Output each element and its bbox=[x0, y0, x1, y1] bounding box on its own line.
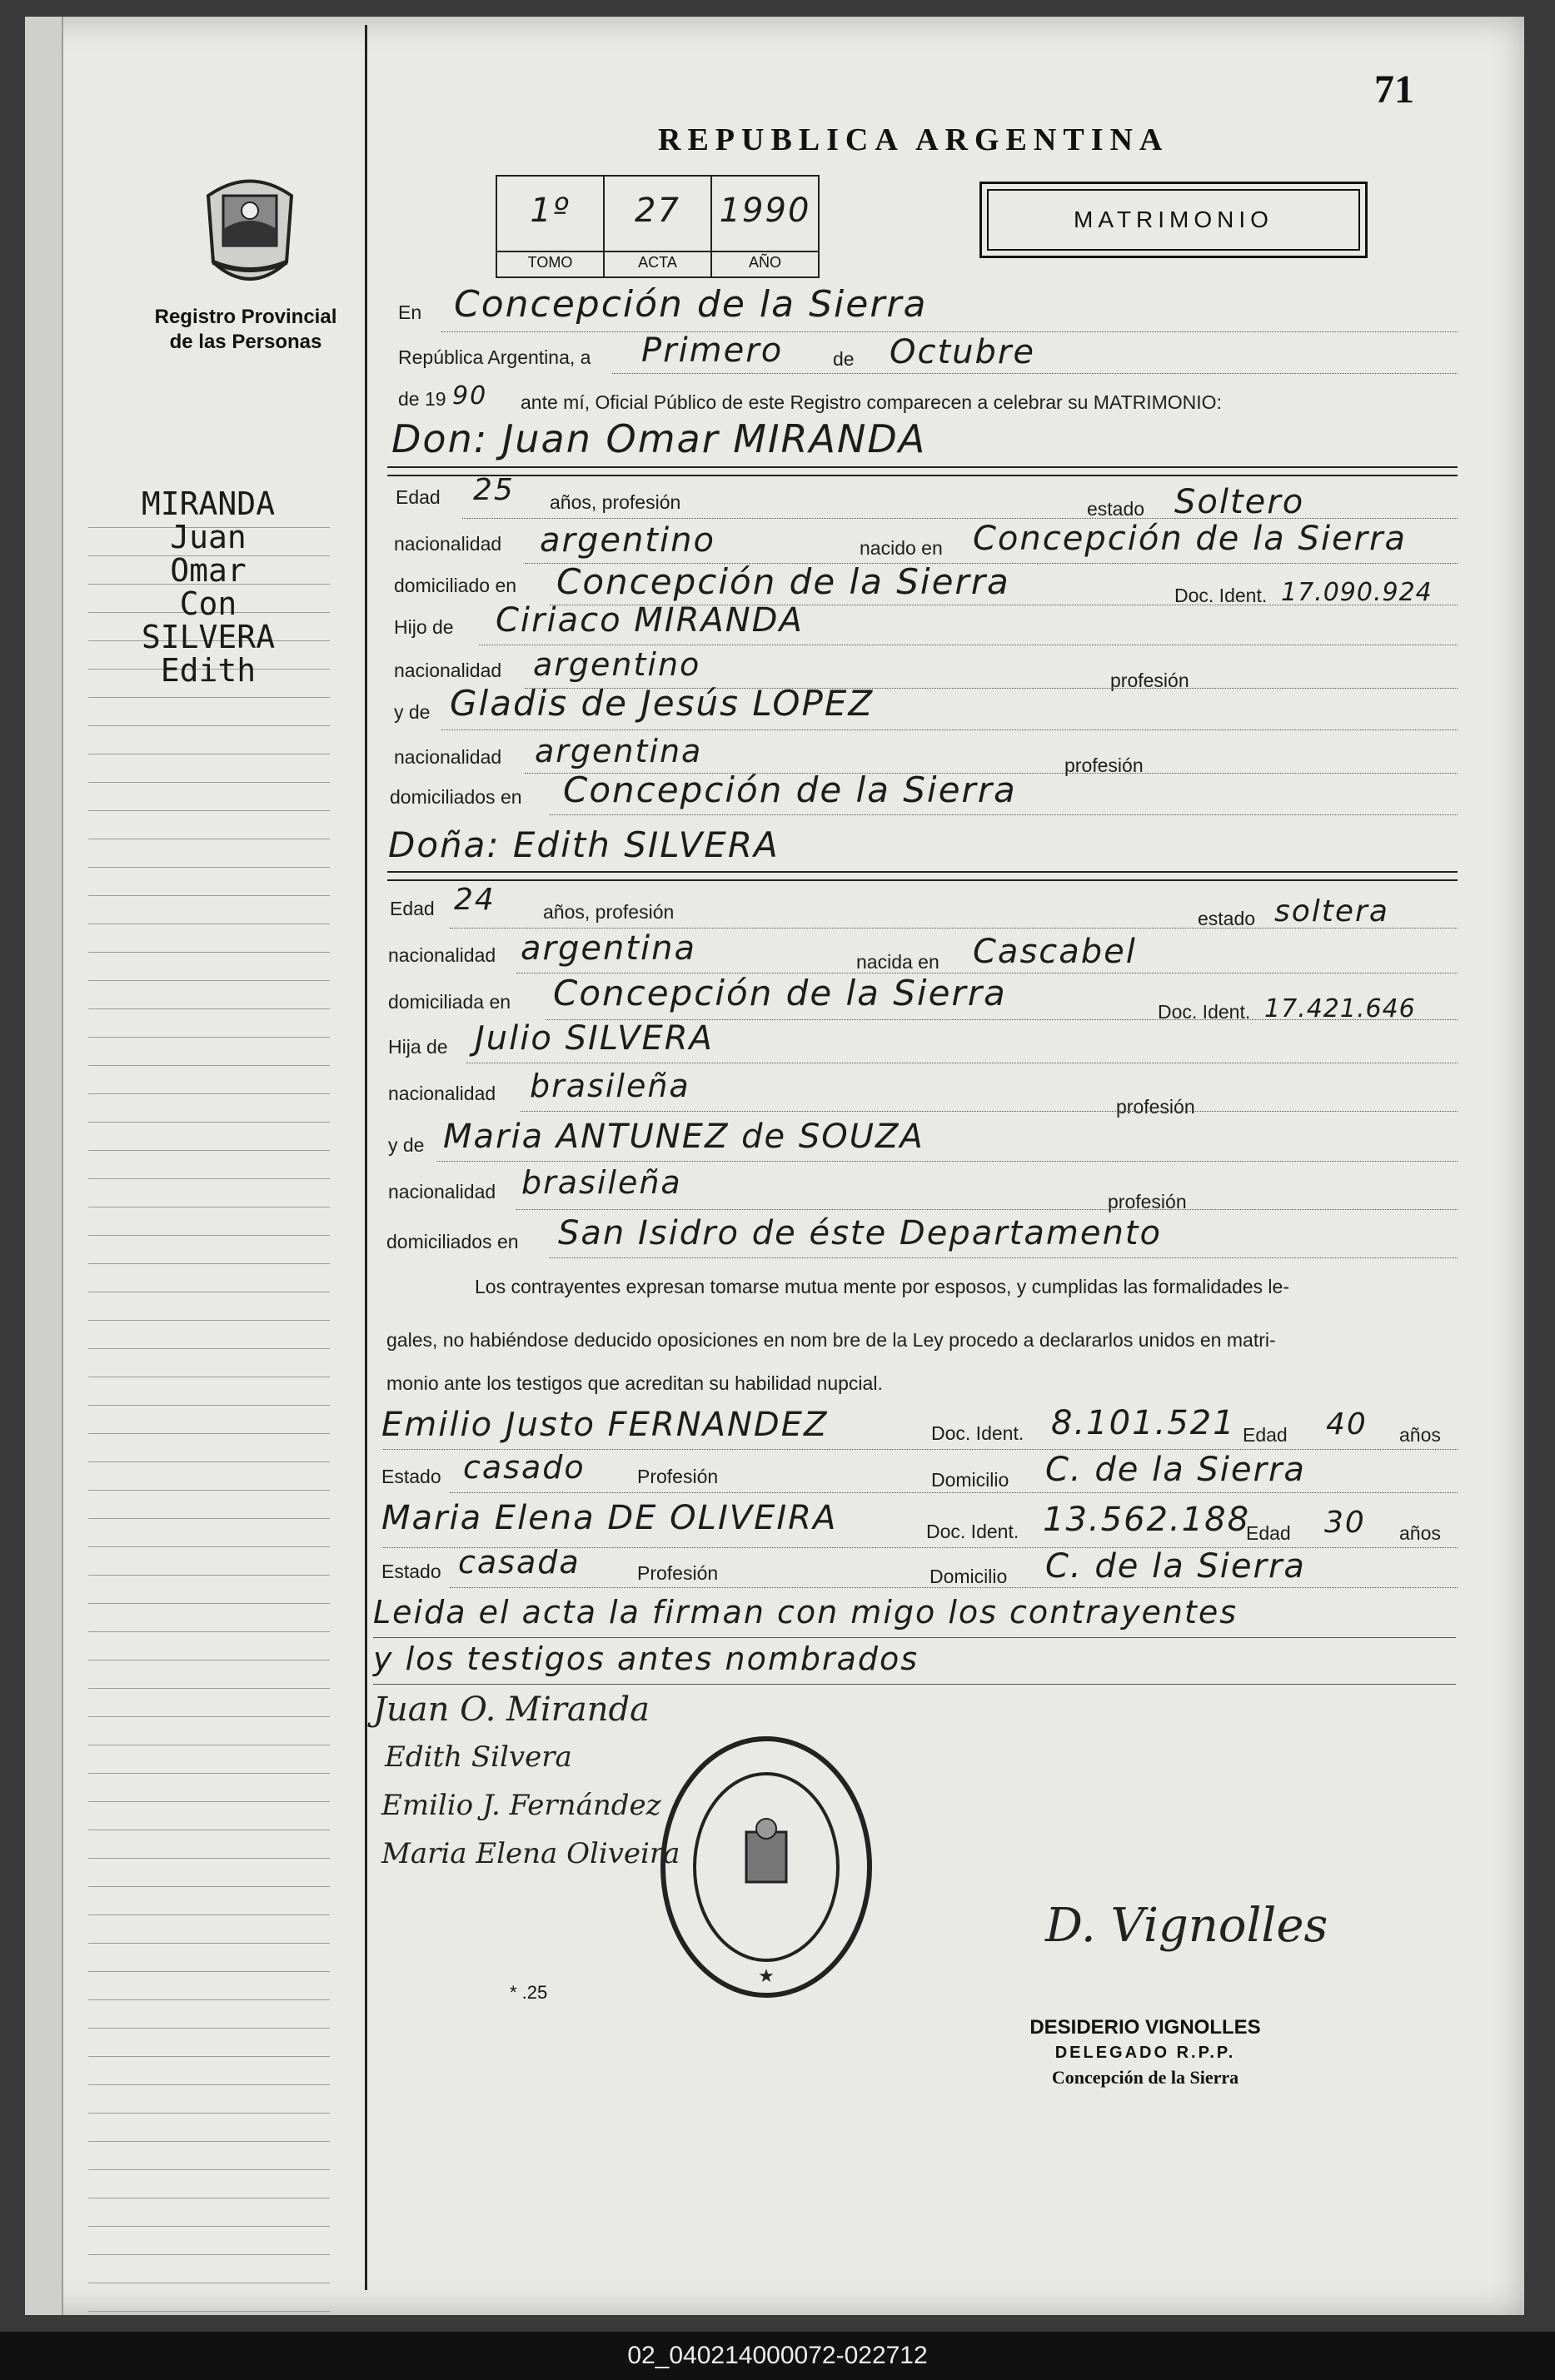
margin-rule bbox=[88, 1491, 330, 1519]
bride-edad-label: Edad bbox=[390, 898, 435, 919]
bride-estado-label: estado bbox=[1198, 908, 1256, 929]
declaration-line-2: gales, no habiéndose deducido oposiciones en nom bre de la Ley procedo a declararlos unidos en matri- bbox=[386, 1329, 1276, 1351]
witness-1-edad-label: Edad bbox=[1243, 1424, 1288, 1446]
groom-madre: Gladis de Jesús LOPEZ bbox=[450, 683, 875, 724]
bride-padres-dom: San Isidro de éste Departamento bbox=[558, 1214, 1162, 1252]
margin-rule bbox=[88, 1604, 330, 1632]
signature-witness-2: Maria Elena Oliveira bbox=[381, 1837, 680, 1870]
groom-padres-dom-line bbox=[550, 814, 1458, 815]
groom-nacionalidad-label: nacionalidad bbox=[394, 533, 502, 555]
margin-rule bbox=[88, 783, 330, 811]
year-suffix: 90 bbox=[452, 381, 488, 411]
margin-rule bbox=[88, 868, 330, 896]
page-binding bbox=[25, 17, 63, 2315]
witness-2-estado: casada bbox=[458, 1544, 581, 1581]
margin-rule bbox=[88, 839, 330, 868]
groom-padres-dom: Concepción de la Sierra bbox=[563, 769, 1017, 810]
place-value: Concepción de la Sierra bbox=[454, 283, 928, 326]
footer-id: 02_040214000072-022712 bbox=[0, 2332, 1555, 2380]
groom-madre-label: y de bbox=[394, 701, 431, 723]
margin-rule bbox=[88, 2283, 330, 2312]
witness-1-anos-label: años bbox=[1399, 1424, 1441, 1446]
tomo-cell bbox=[497, 177, 605, 276]
witness-1-doc: 8.101.521 bbox=[1051, 1404, 1236, 1442]
margin-rule bbox=[88, 1066, 330, 1094]
bride-hija-label: Hija de bbox=[388, 1036, 448, 1058]
groom-madre-nac-label: nacionalidad bbox=[394, 746, 502, 768]
registry-reference-box bbox=[496, 175, 820, 278]
bride-madre-nac-label: nacionalidad bbox=[388, 1181, 496, 1202]
bride-nacido: Cascabel bbox=[973, 933, 1137, 971]
margin-rule bbox=[88, 2227, 330, 2255]
bride-madre-nac: brasileña bbox=[521, 1164, 682, 1201]
year-prefix: de 19 bbox=[398, 388, 446, 410]
witness-2-dom-label: Domicilio bbox=[930, 1566, 1008, 1587]
bride-nacionalidad: argentina bbox=[521, 929, 696, 968]
groom-padre-nac: argentino bbox=[533, 646, 701, 683]
ano-value: 1990 bbox=[719, 192, 811, 230]
margin-rule bbox=[88, 1774, 330, 1802]
bride-padres-dom-line bbox=[550, 1257, 1458, 1258]
margin-rule bbox=[88, 1377, 330, 1406]
margin-rule bbox=[88, 1915, 330, 1944]
margin-rule bbox=[88, 2170, 330, 2198]
groom-padre-prof-label: profesión bbox=[1110, 670, 1189, 691]
margin-note bbox=[92, 487, 325, 687]
margin-note-line: Con bbox=[179, 585, 237, 622]
margin-rule bbox=[88, 1972, 330, 2000]
margin-note-line: SILVERA bbox=[141, 619, 276, 655]
witness-2-name: Maria Elena DE OLIVEIRA bbox=[381, 1499, 838, 1537]
margin-rule bbox=[88, 981, 330, 1009]
witness-2-edad-label: Edad bbox=[1246, 1522, 1291, 1544]
bride-madre-label: y de bbox=[388, 1134, 425, 1156]
bride-nacido-label: nacida en bbox=[856, 951, 939, 973]
margin-rule bbox=[88, 1349, 330, 1377]
closing-line-2: y los testigos antes nombrados bbox=[373, 1641, 920, 1677]
witness-1-name: Emilio Justo FERNANDEZ bbox=[381, 1406, 829, 1444]
margin-rule bbox=[88, 1038, 330, 1066]
registry-stamp-icon bbox=[656, 1732, 877, 2003]
margin-rule bbox=[88, 1745, 330, 1774]
witness-1-dom-label: Domicilio bbox=[931, 1469, 1009, 1491]
bride-madre: Maria ANTUNEZ de SOUZA bbox=[443, 1118, 925, 1156]
intro-text: ante mí, Oficial Público de este Registro comparecen a celebrar su MATRIMONIO: bbox=[521, 391, 1222, 413]
official-signature: D. Vignolles bbox=[1045, 1899, 1328, 1953]
delegate-place: Concepción de la Sierra bbox=[1051, 2067, 1239, 2088]
delegate-name: DESIDERIO VIGNOLLES bbox=[1029, 2016, 1261, 2039]
groom-nacionalidad: argentino bbox=[540, 521, 715, 560]
bride-name-rule-2 bbox=[387, 879, 1458, 881]
closing-line-2-rule bbox=[373, 1684, 1456, 1685]
bride-padre-nac-label: nacionalidad bbox=[388, 1083, 496, 1104]
margin-rule bbox=[88, 1094, 330, 1123]
margin-rule bbox=[88, 2198, 330, 2227]
margin-rule bbox=[88, 2000, 330, 2029]
margin-note-line: MIRANDA bbox=[141, 485, 276, 522]
office-line-1: Registro Provincial bbox=[154, 306, 337, 328]
groom-estado: Soltero bbox=[1174, 483, 1305, 521]
witness-1-estado-line bbox=[450, 1492, 1458, 1493]
bride-edad: 24 bbox=[454, 883, 496, 917]
witness-2-doc-label: Doc. Ident. bbox=[926, 1521, 1019, 1542]
registry-office-label bbox=[125, 305, 366, 355]
margin-rule bbox=[88, 1321, 330, 1349]
witness-1-doc-label: Doc. Ident. bbox=[931, 1422, 1024, 1444]
margin-rule bbox=[88, 1859, 330, 1887]
margin-rule bbox=[88, 726, 330, 754]
margin-note-line: Juan bbox=[170, 519, 247, 555]
tomo-value: 1º bbox=[530, 192, 571, 230]
bride-nacionalidad-label: nacionalidad bbox=[388, 944, 496, 966]
margin-rule bbox=[88, 754, 330, 783]
margin-rule bbox=[88, 2114, 330, 2142]
closing-line-1-rule bbox=[373, 1637, 1456, 1638]
groom-name-rule-2 bbox=[387, 475, 1458, 476]
groom-padres-dom-label: domiciliados en bbox=[390, 786, 522, 808]
margin-rule bbox=[88, 924, 330, 953]
delegate-title: DELEGADO R.P.P. bbox=[1054, 2044, 1236, 2062]
bride-domicilio: Concepción de la Sierra bbox=[553, 973, 1007, 1013]
groom-anos-label: años, profesión bbox=[550, 491, 681, 513]
record-type-box: MATRIMONIO bbox=[979, 182, 1368, 258]
closing-line-1: Leida el acta la firman con migo los contrayentes bbox=[373, 1594, 1239, 1631]
tomo-label: TOMO bbox=[497, 251, 603, 271]
margin-rule bbox=[88, 1434, 330, 1462]
margin-rule bbox=[88, 2255, 330, 2283]
margin-divider bbox=[365, 25, 367, 2290]
groom-nacido-label: nacido en bbox=[860, 537, 943, 559]
groom-name: Don: Juan Omar MIRANDA bbox=[391, 416, 927, 461]
svg-text:★: ★ bbox=[758, 1965, 775, 1986]
margin-ruled-lines bbox=[88, 500, 330, 2282]
margin-rule bbox=[88, 1632, 330, 1661]
ano-cell bbox=[712, 177, 818, 276]
witness-2-anos-label: años bbox=[1399, 1522, 1441, 1544]
margin-rule bbox=[88, 1123, 330, 1151]
margin-rule bbox=[88, 2029, 330, 2057]
margin-note-line: Omar bbox=[170, 552, 247, 589]
acta-cell bbox=[605, 177, 712, 276]
margin-rule bbox=[88, 1717, 330, 1745]
bride-padres-dom-label: domiciliados en bbox=[386, 1231, 519, 1252]
groom-nacido: Concepción de la Sierra bbox=[973, 520, 1407, 558]
bride-padre-nac-line bbox=[521, 1111, 1458, 1112]
margin-rule bbox=[88, 811, 330, 839]
country-heading: REPUBLICA ARGENTINA bbox=[658, 122, 1169, 157]
signature-witness-1: Emilio J. Fernández bbox=[381, 1789, 661, 1822]
groom-madre-prof-label: profesión bbox=[1064, 754, 1144, 776]
witness-2-prof-label: Profesión bbox=[637, 1562, 719, 1584]
bride-padre-prof-label: profesión bbox=[1116, 1096, 1195, 1118]
bride-name-rule bbox=[387, 871, 1458, 873]
groom-padre: Ciriaco MIRANDA bbox=[496, 601, 804, 640]
groom-estado-label: estado bbox=[1087, 498, 1145, 520]
groom-hijo-label: Hijo de bbox=[394, 616, 454, 638]
witness-1-edad: 40 bbox=[1326, 1407, 1368, 1441]
bride-anos-label: años, profesión bbox=[543, 901, 675, 923]
margin-rule bbox=[88, 1406, 330, 1434]
margin-rule bbox=[88, 1802, 330, 1830]
margin-rule bbox=[88, 1689, 330, 1717]
bride-edad-line bbox=[450, 928, 1458, 929]
acta-value: 27 bbox=[635, 192, 680, 230]
stray-mark: * .25 bbox=[510, 1982, 548, 2003]
margin-note-line: Edith bbox=[160, 652, 257, 689]
bride-doc: 17.421.646 bbox=[1264, 994, 1416, 1023]
witness-2-estado-line bbox=[450, 1587, 1458, 1588]
bride-name: Doña: Edith SILVERA bbox=[388, 824, 780, 865]
margin-rule bbox=[88, 1661, 330, 1689]
groom-padre-nac-label: nacionalidad bbox=[394, 660, 502, 681]
groom-edad-line bbox=[462, 518, 1458, 519]
de-label: de bbox=[833, 348, 855, 370]
declaration-line-1: Los contrayentes expresan tomarse mutua mente por esposos, y cumplidas las formalidades le- bbox=[475, 1276, 1289, 1297]
place-line bbox=[441, 331, 1458, 332]
margin-rule bbox=[88, 1207, 330, 1236]
groom-madre-line bbox=[441, 729, 1458, 730]
margin-rule bbox=[88, 1292, 330, 1321]
witness-2-edad: 30 bbox=[1324, 1506, 1366, 1540]
office-line-2: de las Personas bbox=[169, 331, 322, 353]
witness-2-estado-label: Estado bbox=[381, 1561, 441, 1582]
witness-1-estado: casado bbox=[463, 1449, 586, 1486]
margin-rule bbox=[88, 1887, 330, 1915]
groom-edad-label: Edad bbox=[396, 486, 441, 508]
margin-rule bbox=[88, 2142, 330, 2170]
bride-domicilio-label: domiciliada en bbox=[388, 991, 511, 1013]
margin-rule bbox=[88, 1547, 330, 1576]
margin-rule bbox=[88, 1519, 330, 1547]
margin-rule bbox=[88, 1830, 330, 1859]
month-value: Octubre bbox=[890, 333, 1035, 371]
ano-label: AÑO bbox=[712, 251, 818, 271]
bride-madre-line bbox=[437, 1161, 1458, 1162]
en-label: En bbox=[398, 301, 422, 323]
margin-rule bbox=[88, 698, 330, 726]
bride-padre: Julio SILVERA bbox=[475, 1019, 714, 1058]
margin-rule bbox=[88, 896, 330, 924]
witness-1-prof-label: Profesión bbox=[637, 1466, 719, 1487]
day-value: Primero bbox=[641, 331, 784, 370]
signature-groom: Juan O. Miranda bbox=[373, 1690, 650, 1729]
margin-rule bbox=[88, 1944, 330, 1972]
bride-estado: soltera bbox=[1274, 894, 1389, 929]
groom-domicilio: Concepción de la Sierra bbox=[556, 561, 1010, 602]
delegate-stamp bbox=[1004, 2015, 1287, 2090]
witness-2-doc: 13.562.188 bbox=[1043, 1501, 1251, 1539]
bride-padre-nac: brasileña bbox=[530, 1068, 690, 1104]
groom-doc: 17.090.924 bbox=[1281, 578, 1433, 607]
declaration-line-3: monio ante los testigos que acreditan su habilidad nupcial. bbox=[386, 1372, 883, 1394]
margin-rule bbox=[88, 1236, 330, 1264]
groom-doc-label: Doc. Ident. bbox=[1174, 585, 1268, 606]
margin-rule bbox=[88, 1009, 330, 1038]
margin-rule bbox=[88, 1264, 330, 1292]
witness-2-domicilio: C. de la Sierra bbox=[1045, 1547, 1306, 1586]
republica-label: República Argentina, a bbox=[398, 346, 591, 368]
provincial-crest-icon bbox=[200, 171, 300, 296]
groom-madre-nac: argentina bbox=[535, 733, 703, 769]
groom-edad: 25 bbox=[473, 473, 515, 507]
margin-rule bbox=[88, 1179, 330, 1207]
groom-domicilio-label: domiciliado en bbox=[394, 575, 517, 596]
bride-madre-nac-line bbox=[516, 1209, 1458, 1210]
margin-rule bbox=[88, 2057, 330, 2085]
page-number: 71 bbox=[1374, 67, 1414, 112]
bride-doc-label: Doc. Ident. bbox=[1158, 1001, 1251, 1023]
groom-name-rule bbox=[387, 466, 1458, 468]
margin-rule bbox=[88, 953, 330, 981]
margin-rule bbox=[88, 2085, 330, 2114]
witness-1-domicilio: C. de la Sierra bbox=[1045, 1451, 1306, 1489]
margin-rule bbox=[88, 1462, 330, 1491]
margin-rule bbox=[88, 1576, 330, 1604]
date-line bbox=[612, 373, 1458, 374]
margin-rule bbox=[88, 1151, 330, 1179]
witness-1-estado-label: Estado bbox=[381, 1466, 441, 1487]
bride-madre-prof-label: profesión bbox=[1108, 1191, 1187, 1212]
signature-bride: Edith Silvera bbox=[385, 1740, 572, 1774]
acta-label: ACTA bbox=[605, 251, 710, 271]
